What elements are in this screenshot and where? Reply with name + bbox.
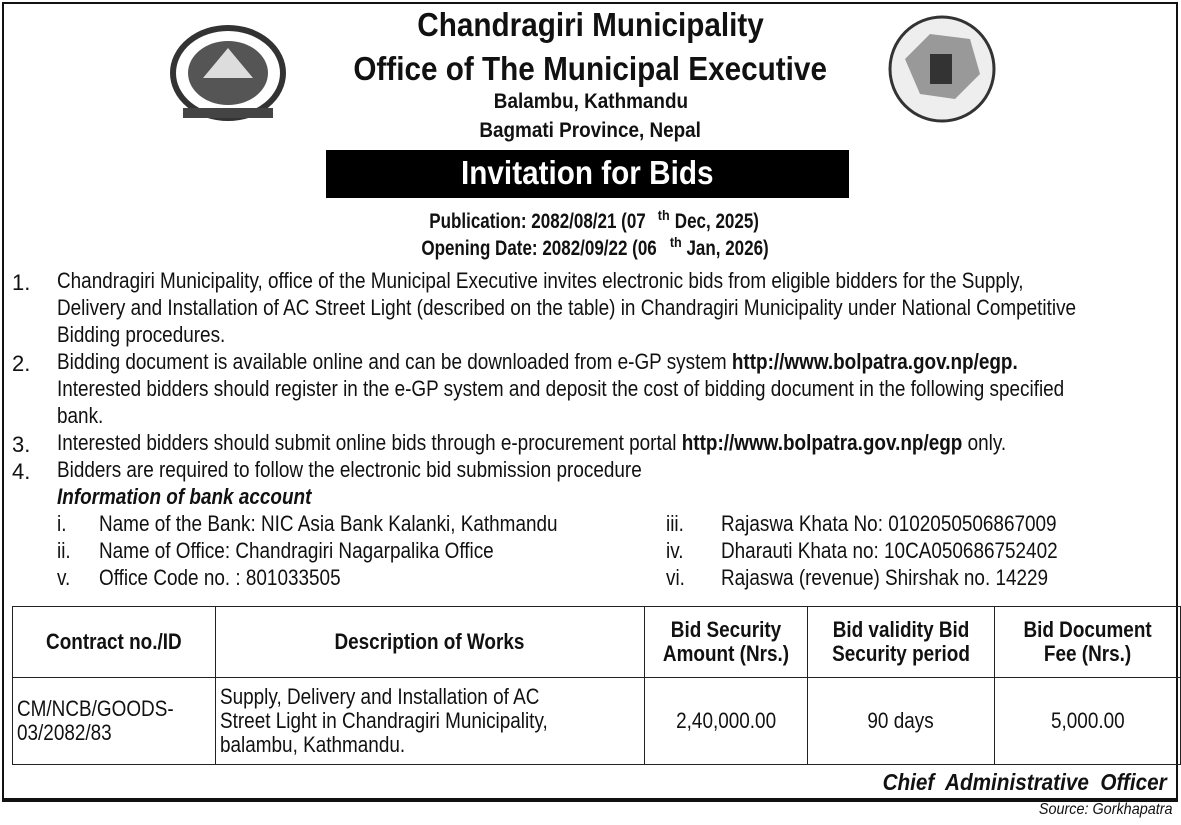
opening-date: Opening Date: 2082/09/22 (06 $^{th}$Jan, 2026)	[421, 234, 769, 260]
office-title: Office of The Municipal Executive	[353, 50, 828, 87]
bid-table	[12, 606, 1181, 765]
invitation-banner: Invitation for Bids	[326, 150, 849, 198]
address-line-2: Bagmati Province, Nepal	[479, 119, 702, 142]
cell-description: Supply, Delivery and Installation of AC Street Light in Chandragiri Municipality, balambu, Kathmandu.	[215, 678, 644, 765]
item-4-line: Bidders are required to follow the electronic bid submission procedure	[57, 457, 642, 482]
egp-link[interactable]: http://www.bolpatra.gov.np/egp.	[731, 349, 1018, 374]
bank-entry-number: i.	[57, 511, 67, 536]
table-header-row	[13, 607, 1181, 678]
bank-entry-number: ii.	[57, 538, 71, 563]
cell-bid-security: 2,40,000.00	[644, 678, 807, 765]
item-number: 4.	[12, 459, 31, 484]
header-description: Description of Works	[215, 607, 644, 678]
item-3-line: Interested bidders should submit online bids through e-procurement portal http://www.bolpatra.gov.np/egp only.	[57, 430, 1007, 455]
cell-contract-id: CM/NCB/GOODS-03/2082/83	[13, 678, 216, 765]
bank-entry: Office Code no. : 801033505	[99, 565, 341, 590]
bank-entry: Dharauti Khata no: 10CA050686752402	[721, 538, 1058, 563]
egp-link[interactable]: http://www.bolpatra.gov.np/egp	[681, 430, 963, 455]
item-number: 1.	[12, 270, 31, 295]
item-number: 3.	[12, 432, 31, 457]
item-2-line: bank.	[57, 403, 104, 428]
cell-bid-validity: 90 days	[807, 678, 994, 765]
cell-document-fee: 5,000.00	[994, 678, 1180, 765]
bank-entry-number: iii.	[666, 511, 684, 536]
item-number: 2.	[12, 351, 31, 376]
item-2-line: Bidding document is available online and can be downloaded from e-GP system http://www.bolpatra.gov.np/egp.	[57, 349, 1018, 374]
bank-heading: Information of bank account	[57, 484, 312, 509]
header-bid-validity: Bid validity Bid Security period	[807, 607, 994, 678]
bank-entry-number: iv.	[666, 538, 684, 563]
bank-entry: Rajaswa (revenue) Shirshak no. 14229	[721, 565, 1049, 590]
municipality-title: Chandragiri Municipality	[417, 6, 764, 43]
bank-entry-number: v.	[57, 565, 71, 590]
item-2-line: Interested bidders should register in the e-GP system and deposit the cost of bidding document in the following specified	[57, 376, 1065, 401]
signature: Chief Administrative Officer	[882, 769, 1167, 795]
source-credit: Source: Gorkhapatra	[1039, 801, 1173, 818]
header-document-fee: Bid Document Fee (Nrs.)	[994, 607, 1180, 678]
bank-entry-number: vi.	[666, 565, 685, 590]
item-1-line: Delivery and Installation of AC Street Light (described on the table) in Chandragiri Municipality under National Competitive	[57, 295, 1077, 320]
publication-date: Publication: 2082/08/21 (07 $^{th}$Dec, 2025)	[429, 207, 759, 233]
table-row	[13, 678, 1181, 765]
item-1-line: Chandragiri Municipality, office of the Municipal Executive invites electronic bids from eligible bidders for the Supply,	[57, 268, 1024, 293]
bank-entry: Name of the Bank: NIC Asia Bank Kalanki, Kathmandu	[99, 511, 558, 536]
bank-entry: Name of Office: Chandragiri Nagarpalika Office	[99, 538, 494, 563]
header-contract-id: Contract no./ID	[13, 607, 216, 678]
item-1-line: Bidding procedures.	[57, 322, 226, 347]
header-bid-security: Bid Security Amount (Nrs.)	[644, 607, 807, 678]
address-line-1: Balambu, Kathmandu	[493, 90, 688, 113]
bank-entry: Rajaswa Khata No: 0102050506867009	[721, 511, 1057, 536]
